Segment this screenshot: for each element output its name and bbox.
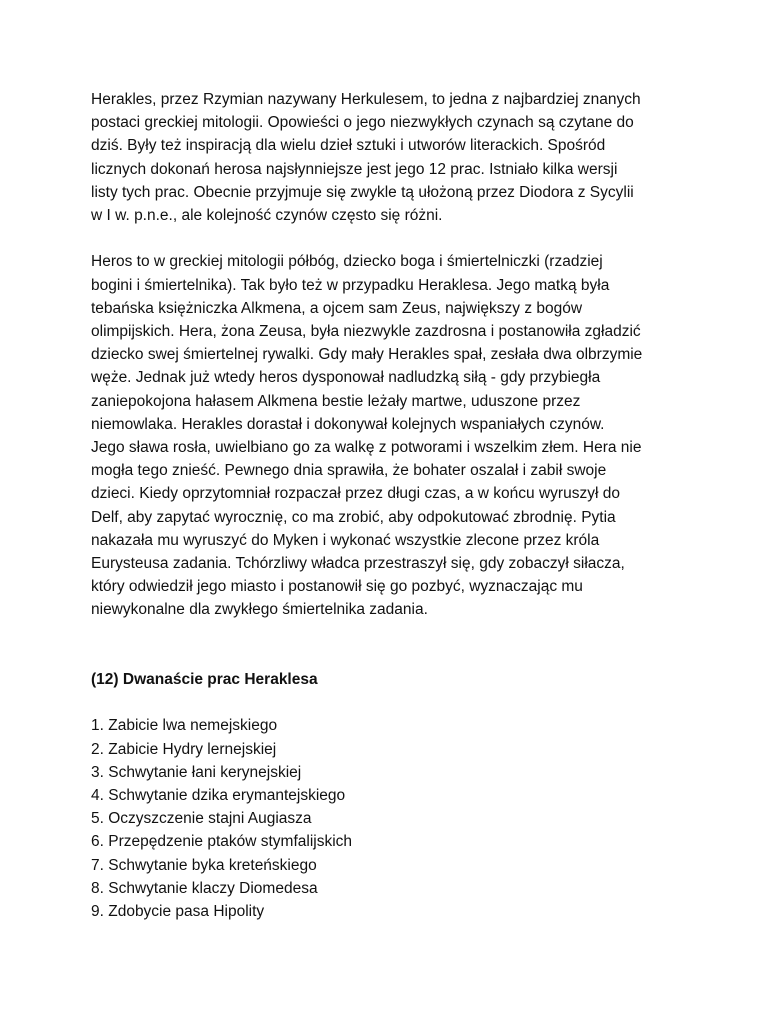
list-item: 4. Schwytanie dzika erymantejskiego [91,787,346,805]
paragraph-line: nakazała mu wyruszyć do Myken i wykonać wszystkie zlecone przez króla [91,531,600,549]
paragraph-line: Heros to w greckiej mitologii półbóg, dziecko boga i śmiertelniczki (rzadziej [91,253,603,271]
paragraph-line: niemowlaka. Herakles dorastał i dokonywał kolejnych wspaniałych czynów. [91,415,605,433]
paragraph-line: tebańska księżniczka Alkmena, a ojcem sam Zeus, największy z bogów [91,299,583,317]
section-heading: (12) Dwanaście prac Heraklesa [91,671,318,689]
paragraph-line: dzieci. Kiedy oprzytomniał rozpaczał przez długi czas, a w końcu wyruszył do [91,485,620,503]
intro-paragraph [91,88,691,227]
paragraph-line: dziecko swej śmiertelnej rywalki. Gdy mały Herakles spał, zesłała dwa olbrzymie [91,346,643,364]
section-spacer [91,622,691,668]
paragraph-line: listy tych prac. Obecnie przyjmuje się zwykle tą ułożoną przez Diodora z Sycylii [91,183,634,201]
list-item: 2. Zabicie Hydry lernejskiej [91,740,277,758]
paragraph-line: węże. Jednak już wtedy heros dysponował nadludzką siłą - gdy przybiegła [91,369,601,387]
paragraph-line: licznych dokonań herosa najsłynniejsze jest jego 12 prac. Istniało kilka wersji [91,160,618,178]
list-item: 3. Schwytanie łani kerynejskiej [91,763,302,781]
list-item: 1. Zabicie lwa nemejskiego [91,717,278,735]
paragraph-line: bogini i śmiertelnika). Tak było też w przypadku Heraklesa. Jego matką była [91,276,610,294]
heading-spacer [91,691,691,714]
paragraph-line: niewykonalne dla zwykłego śmiertelnika zadania. [91,601,428,619]
paragraph-line: olimpijskich. Hera, żona Zeusa, była niezwykle zazdrosna i postanowiła zgładzić [91,323,641,341]
paragraph-line: mogła tego znieść. Pewnego dnia sprawiła, że bohater oszalał i zabił swoje [91,462,607,480]
list-item: 9. Zdobycie pasa Hipolity [91,903,265,921]
paragraph-line: Herakles, przez Rzymian nazywany Herkulesem, to jedna z najbardziej znanych [91,91,641,108]
list-item: 6. Przepędzenie ptaków stymfalijskich [91,833,353,851]
paragraph-line: dziś. Były też inspiracją dla wielu dzieł sztuki i utworów literackich. Spośród [91,137,606,155]
paragraph-line: Jego sława rosła, uwielbiano go za walkę z potworami i wszelkim złem. Hera nie [91,439,642,457]
heros-paragraph [91,250,691,621]
paragraph-line: Eurysteusa zadania. Tchórzliwy władca przestraszył się, gdy zobaczył siłacza, [91,555,625,573]
list-item: 7. Schwytanie byka kreteńskiego [91,856,317,874]
paragraph-line: Delf, aby zapytać wyrocznię, co ma zrobić, aby odpokutować zbrodnię. Pytia [91,508,616,526]
list-item: 8. Schwytanie klaczy Diomedesa [91,879,318,897]
list-item: 5. Oczyszczenie stajni Augiasza [91,810,312,828]
paragraph-line: w I w. p.n.e., ale kolejność czynów często się różni. [91,207,443,225]
paragraph-line: który odwiedził jego miasto i postanowił się go pozbyć, wyznaczając mu [91,578,583,596]
paragraph-line: postaci greckiej mitologii. Opowieści o jego niezwykłych czynach są czytane do [91,114,634,132]
paragraph-spacer [91,227,691,250]
labors-list [91,714,691,923]
document-page [91,88,691,923]
paragraph-line: zaniepokojona hałasem Alkmena bestie leżały martwe, uduszone przez [91,392,581,410]
